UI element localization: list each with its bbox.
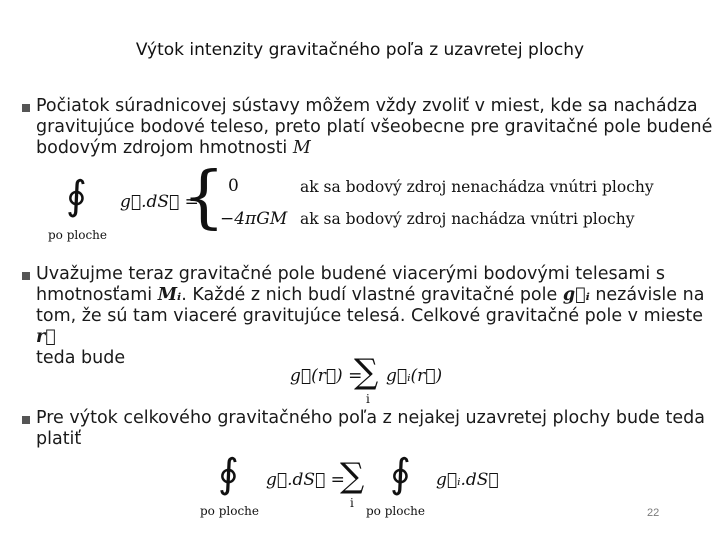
sum-index: i [366, 392, 370, 406]
page-number: 22 [647, 507, 660, 519]
integral-subscript-lhs: po ploche [200, 504, 260, 518]
var-M: M [292, 138, 311, 158]
sum-symbol: ∑ [354, 352, 379, 392]
equation-superposition [290, 352, 450, 406]
paragraph-1 [36, 96, 712, 159]
var-Mi: Mᵢ [157, 285, 182, 305]
bullet-1 [22, 104, 30, 112]
paragraph-2-line-1: Uvažujme teraz gravitačné pole budené viacerými bodovými telesami s [36, 264, 665, 284]
paragraph-1-line-1: Počiatok súradnicovej sústavy môžem vždy zvoliť v miest, kde sa nachádza [36, 96, 698, 116]
superposition-lhs: g⃗(r⃗) = [290, 366, 363, 386]
var-gi: g⃗ᵢ [562, 285, 590, 305]
sum-symbol-2: ∑ [340, 456, 365, 496]
slide-title: Výtok intenzity gravitačného poľa z uzavretej plochy [135, 40, 585, 60]
case-2-text: ak sa bodový zdroj nachádza vnútri plochy [300, 210, 635, 228]
closed-integral-symbol-rhs: ∮ [390, 451, 411, 497]
paragraph-3-line-1: Pre výtok celkového gravitačného poľa z nejakej uzavretej plochy bude teda [36, 408, 705, 428]
case-1-value: 0 [228, 176, 239, 196]
var-r: r⃗ [36, 327, 56, 347]
bullet-2 [22, 272, 30, 280]
paragraph-2-line-4: teda bude [36, 348, 126, 368]
paragraph-2-line-3: tom, že sú tam viaceré gravitujúce telesá. Celkové gravitačné pole v mieste r⃗ [36, 306, 703, 347]
total-flux-lhs: g⃗.dS⃗ = [266, 470, 345, 490]
bullet-3 [22, 416, 30, 424]
total-flux-rhs: g⃗ᵢ.dS⃗ [436, 470, 499, 490]
sum-index-2: i [350, 496, 354, 510]
case-2-value: −4πGM [220, 209, 288, 229]
paragraph-3-line-2: platiť [36, 429, 82, 449]
paragraph-3 [36, 408, 705, 450]
closed-integral-symbol-lhs: ∮ [218, 451, 239, 497]
closed-integral-symbol: ∮ [66, 173, 87, 219]
flux-integrand: g⃗.dS⃗ = [120, 192, 199, 212]
integral-subscript-rhs: po ploche [366, 504, 426, 518]
case-1-text: ak sa bodový zdroj nenachádza vnútri plochy [300, 178, 654, 196]
integral-subscript: po ploche [48, 228, 108, 242]
equation-total-flux [196, 451, 499, 522]
equation-flux-point-source [48, 158, 708, 250]
paragraph-2-line-2: hmotnosťami Mᵢ. Každé z nich budí vlastné gravitačné pole g⃗ᵢ nezávisle na [36, 285, 705, 305]
paragraph-1-line-3: bodovým zdrojom hmotnosti M [36, 138, 311, 158]
superposition-rhs: g⃗ᵢ(r⃗) [386, 366, 443, 386]
cases-brace: { [182, 158, 226, 237]
paragraph-1-line-2: gravitujúce bodové teleso, preto platí všeobecne pre gravitačné pole budené [36, 117, 713, 137]
